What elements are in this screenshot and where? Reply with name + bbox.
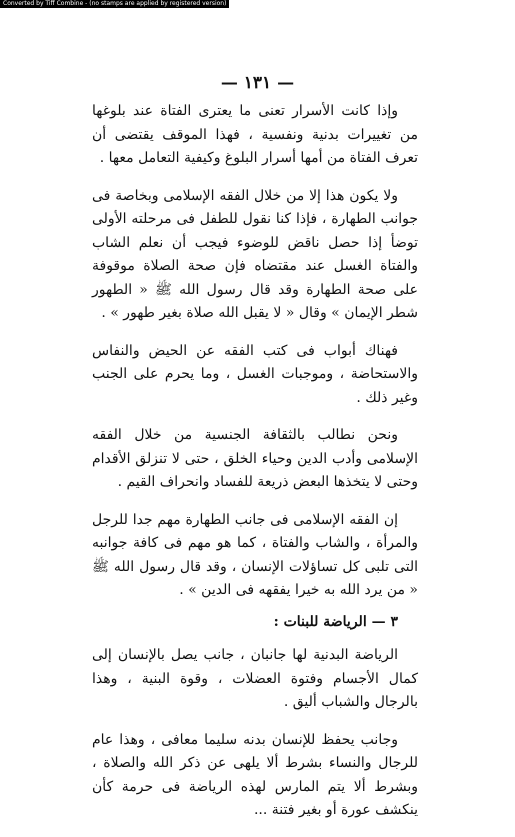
page-number: — ١٣١ — — [220, 73, 295, 93]
paragraph-jurisprudence-chapters: فهناك أبواب فى كتب الفقه عن الحيض والنفاس والاستحاضة ، وموجبات الغسل ، وما يحرم على الجنب وغير ذلك . — [92, 342, 418, 406]
section-heading: ٣ — الرياضة للبنات : — [273, 613, 398, 630]
paragraph-sex-education: ونحن نطالب بالثقافة الجنسية من خلال الفقه الإسلامى وأدب الدين وحياء الخلق ، حتى لا تنزلق الأقدام وحتى لا يتخذها البعض ذريعة للفساد وانحراف القيم . — [92, 427, 418, 490]
paragraph-purity-jurisprudence: ولا يكون هذا إلا من خلال الفقه الإسلامى وبخاصة فى جوانب الطهارة ، فإذا كنا نقول للطفل فى مرحلته الأولى توضأ إذا حصل ناقض للوضوء فيجب أن نعلم الشاب والفتاة الغسل عند مقتضاه فإن صحة الصلاة موقوفة على صحة الطهارة وقد قال رسول الله ﷺ « الطهور شطر الإيمان » وقال « لا يقبل الله صلاة بغير طهور » . — [92, 187, 418, 321]
paragraph-importance-of-fiqh: إن الفقه الإسلامى فى جانب الطهارة مهم جدا للرجل والمرأة ، والشاب والفتاة ، كما هو مهم فى كافة جوانبه التى تلبى كل تساؤلات الإنسان ، وقد قال رسول الله ﷺ « من يرد الله به خيرا يفقهه فى الدين » . — [92, 511, 418, 598]
paragraph-secrets-of-puberty: وإذا كانت الأسرار تعنى ما يعترى الفتاة عند بلوغها من تغييرات بدنية ونفسية ، فهذا الموقف يقتضى أن تعرف الفتاة من أمها أسرار البلوغ وكيفية التعامل معها . — [92, 103, 418, 166]
paragraph-health-preservation: وجانب يحفظ للإنسان بدنه سليما معافى ، وهذا عام للرجال والنساء بشرط ألا يلهى عن ذكر الله والصلاة ، وبشرط ألا يتم المارس لهذه الرياضة فى حرمة كأن ينكشف عورة أو بغير فتنة ... — [92, 731, 418, 818]
paragraph-physical-sports: الرياضة البدنية لها جانبان ، جانب يصل بالإنسان إلى كمال الأجسام وفتوة العضلات ، وقوة البنية ، وهذا بالرجال والشباب أليق . — [92, 647, 418, 710]
page-body — [92, 100, 418, 837]
conversion-banner: Converted by Tiff Combine - (no stamps are applied by registered version) — [0, 0, 229, 8]
